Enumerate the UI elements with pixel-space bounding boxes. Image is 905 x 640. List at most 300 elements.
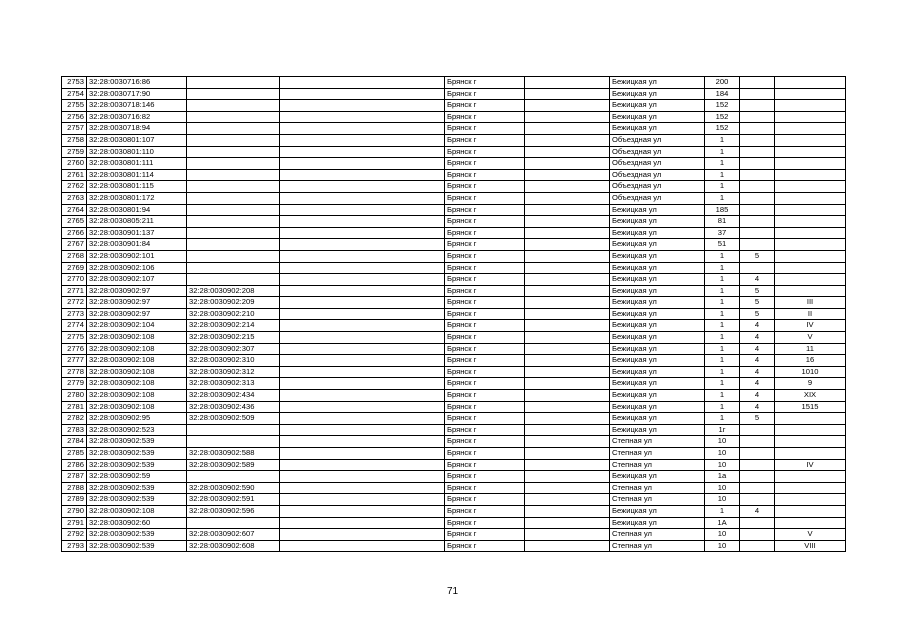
city-cell: Брянск г bbox=[445, 123, 525, 135]
house-cell: 152 bbox=[705, 111, 740, 123]
house-cell: 1 bbox=[705, 505, 740, 517]
table-row bbox=[62, 517, 846, 529]
cadastral-number-cell: 32:28:0030902:101 bbox=[87, 250, 187, 262]
city-cell: Брянск г bbox=[445, 505, 525, 517]
apartment-cell bbox=[775, 274, 846, 286]
table-row bbox=[62, 123, 846, 135]
sub-cadastral-number-cell bbox=[187, 181, 280, 193]
blank-col-2-cell bbox=[525, 250, 610, 262]
cadastral-number-cell: 32:28:0030801:110 bbox=[87, 146, 187, 158]
row-number-cell: 2766 bbox=[62, 227, 87, 239]
sub-cadastral-number-cell bbox=[187, 436, 280, 448]
apartment-cell bbox=[775, 285, 846, 297]
city-cell: Брянск г bbox=[445, 332, 525, 344]
street-cell: Бежицкая ул bbox=[610, 216, 705, 228]
city-cell: Брянск г bbox=[445, 320, 525, 332]
street-cell: Степная ул bbox=[610, 494, 705, 506]
street-cell: Бежицкая ул bbox=[610, 390, 705, 402]
table-row bbox=[62, 505, 846, 517]
sub-cadastral-number-cell: 32:28:0030902:588 bbox=[187, 448, 280, 460]
blank-col-2-cell bbox=[525, 540, 610, 552]
street-cell: Бежицкая ул bbox=[610, 471, 705, 483]
row-number-cell: 2769 bbox=[62, 262, 87, 274]
registry-table bbox=[61, 76, 846, 552]
blank-col-cell bbox=[280, 436, 445, 448]
sub-cadastral-number-cell: 32:28:0030902:590 bbox=[187, 482, 280, 494]
street-cell: Степная ул bbox=[610, 540, 705, 552]
apartment-cell bbox=[775, 134, 846, 146]
house-cell: 200 bbox=[705, 77, 740, 89]
city-cell: Брянск г bbox=[445, 134, 525, 146]
blank-col-cell bbox=[280, 100, 445, 112]
table-row bbox=[62, 390, 846, 402]
table-body bbox=[62, 77, 846, 552]
street-cell: Объездная ул bbox=[610, 134, 705, 146]
blank-col-cell bbox=[280, 413, 445, 425]
building-cell bbox=[740, 227, 775, 239]
building-cell: 4 bbox=[740, 274, 775, 286]
row-number-cell: 2776 bbox=[62, 343, 87, 355]
house-cell: 10 bbox=[705, 540, 740, 552]
table-row bbox=[62, 401, 846, 413]
house-cell: 10 bbox=[705, 494, 740, 506]
building-cell: 4 bbox=[740, 343, 775, 355]
house-cell: 1а bbox=[705, 471, 740, 483]
row-number-cell: 2759 bbox=[62, 146, 87, 158]
blank-col-2-cell bbox=[525, 332, 610, 344]
blank-col-cell bbox=[280, 471, 445, 483]
building-cell bbox=[740, 77, 775, 89]
city-cell: Брянск г bbox=[445, 274, 525, 286]
blank-col-cell bbox=[280, 401, 445, 413]
blank-col-2-cell bbox=[525, 111, 610, 123]
house-cell: 81 bbox=[705, 216, 740, 228]
street-cell: Объездная ул bbox=[610, 158, 705, 170]
cadastral-number-cell: 32:28:0030902:104 bbox=[87, 320, 187, 332]
sub-cadastral-number-cell: 32:28:0030902:434 bbox=[187, 390, 280, 402]
sub-cadastral-number-cell: 32:28:0030902:608 bbox=[187, 540, 280, 552]
cadastral-number-cell: 32:28:0030902:539 bbox=[87, 529, 187, 541]
sub-cadastral-number-cell bbox=[187, 239, 280, 251]
building-cell bbox=[740, 529, 775, 541]
row-number-cell: 2773 bbox=[62, 308, 87, 320]
blank-col-2-cell bbox=[525, 308, 610, 320]
blank-col-cell bbox=[280, 459, 445, 471]
table-row bbox=[62, 436, 846, 448]
blank-col-2-cell bbox=[525, 216, 610, 228]
street-cell: Бежицкая ул bbox=[610, 343, 705, 355]
building-cell bbox=[740, 262, 775, 274]
apartment-cell bbox=[775, 192, 846, 204]
sub-cadastral-number-cell: 32:28:0030902:589 bbox=[187, 459, 280, 471]
cadastral-number-cell: 32:28:0030801:172 bbox=[87, 192, 187, 204]
row-number-cell: 2765 bbox=[62, 216, 87, 228]
building-cell bbox=[740, 146, 775, 158]
row-number-cell: 2789 bbox=[62, 494, 87, 506]
apartment-cell bbox=[775, 158, 846, 170]
table-row bbox=[62, 308, 846, 320]
table-row bbox=[62, 343, 846, 355]
city-cell: Брянск г bbox=[445, 88, 525, 100]
table-row bbox=[62, 366, 846, 378]
apartment-cell bbox=[775, 77, 846, 89]
table-row bbox=[62, 204, 846, 216]
building-cell bbox=[740, 216, 775, 228]
cadastral-number-cell: 32:28:0030718:146 bbox=[87, 100, 187, 112]
city-cell: Брянск г bbox=[445, 308, 525, 320]
house-cell: 1 bbox=[705, 332, 740, 344]
apartment-cell: XIX bbox=[775, 390, 846, 402]
blank-col-cell bbox=[280, 366, 445, 378]
cadastral-number-cell: 32:28:0030902:539 bbox=[87, 448, 187, 460]
apartment-cell bbox=[775, 181, 846, 193]
table-row bbox=[62, 169, 846, 181]
cadastral-number-cell: 32:28:0030902:108 bbox=[87, 355, 187, 367]
sub-cadastral-number-cell: 32:28:0030902:509 bbox=[187, 413, 280, 425]
table-row bbox=[62, 111, 846, 123]
building-cell: 4 bbox=[740, 332, 775, 344]
street-cell: Бежицкая ул bbox=[610, 250, 705, 262]
building-cell: 4 bbox=[740, 401, 775, 413]
apartment-cell: 1515 bbox=[775, 401, 846, 413]
building-cell: 4 bbox=[740, 355, 775, 367]
blank-col-cell bbox=[280, 517, 445, 529]
cadastral-number-cell: 32:28:0030902:97 bbox=[87, 297, 187, 309]
apartment-cell bbox=[775, 123, 846, 135]
blank-col-2-cell bbox=[525, 448, 610, 460]
table-row bbox=[62, 192, 846, 204]
blank-col-2-cell bbox=[525, 459, 610, 471]
sub-cadastral-number-cell bbox=[187, 471, 280, 483]
blank-col-cell bbox=[280, 158, 445, 170]
street-cell: Бежицкая ул bbox=[610, 77, 705, 89]
row-number-cell: 2767 bbox=[62, 239, 87, 251]
table-row bbox=[62, 274, 846, 286]
house-cell: 1 bbox=[705, 134, 740, 146]
house-cell: 185 bbox=[705, 204, 740, 216]
city-cell: Брянск г bbox=[445, 297, 525, 309]
building-cell: 5 bbox=[740, 297, 775, 309]
city-cell: Брянск г bbox=[445, 482, 525, 494]
sub-cadastral-number-cell: 32:28:0030902:607 bbox=[187, 529, 280, 541]
table-row bbox=[62, 448, 846, 460]
sub-cadastral-number-cell bbox=[187, 158, 280, 170]
city-cell: Брянск г bbox=[445, 517, 525, 529]
house-cell: 1 bbox=[705, 401, 740, 413]
table-row bbox=[62, 100, 846, 112]
building-cell bbox=[740, 158, 775, 170]
city-cell: Брянск г bbox=[445, 366, 525, 378]
blank-col-2-cell bbox=[525, 505, 610, 517]
blank-col-2-cell bbox=[525, 88, 610, 100]
sub-cadastral-number-cell: 32:28:0030902:307 bbox=[187, 343, 280, 355]
street-cell: Бежицкая ул bbox=[610, 123, 705, 135]
blank-col-cell bbox=[280, 181, 445, 193]
blank-col-cell bbox=[280, 146, 445, 158]
table-row bbox=[62, 146, 846, 158]
street-cell: Бежицкая ул bbox=[610, 320, 705, 332]
cadastral-number-cell: 32:28:0030902:539 bbox=[87, 494, 187, 506]
apartment-cell bbox=[775, 100, 846, 112]
building-cell bbox=[740, 459, 775, 471]
cadastral-number-cell: 32:28:0030801:94 bbox=[87, 204, 187, 216]
blank-col-2-cell bbox=[525, 134, 610, 146]
street-cell: Степная ул bbox=[610, 459, 705, 471]
house-cell: 1 bbox=[705, 192, 740, 204]
blank-col-2-cell bbox=[525, 320, 610, 332]
row-number-cell: 2761 bbox=[62, 169, 87, 181]
city-cell: Брянск г bbox=[445, 227, 525, 239]
blank-col-2-cell bbox=[525, 529, 610, 541]
blank-col-cell bbox=[280, 343, 445, 355]
blank-col-2-cell bbox=[525, 494, 610, 506]
sub-cadastral-number-cell: 32:28:0030902:591 bbox=[187, 494, 280, 506]
sub-cadastral-number-cell: 32:28:0030902:596 bbox=[187, 505, 280, 517]
cadastral-number-cell: 32:28:0030801:107 bbox=[87, 134, 187, 146]
blank-col-2-cell bbox=[525, 390, 610, 402]
cadastral-number-cell: 32:28:0030902:97 bbox=[87, 308, 187, 320]
blank-col-2-cell bbox=[525, 378, 610, 390]
building-cell bbox=[740, 436, 775, 448]
sub-cadastral-number-cell bbox=[187, 100, 280, 112]
blank-col-cell bbox=[280, 239, 445, 251]
row-number-cell: 2754 bbox=[62, 88, 87, 100]
cadastral-number-cell: 32:28:0030902:108 bbox=[87, 505, 187, 517]
city-cell: Брянск г bbox=[445, 378, 525, 390]
building-cell bbox=[740, 424, 775, 436]
cadastral-number-cell: 32:28:0030901:137 bbox=[87, 227, 187, 239]
building-cell: 5 bbox=[740, 285, 775, 297]
cadastral-number-cell: 32:28:0030902:539 bbox=[87, 459, 187, 471]
house-cell: 1 bbox=[705, 355, 740, 367]
city-cell: Брянск г bbox=[445, 181, 525, 193]
house-cell: 1 bbox=[705, 343, 740, 355]
sub-cadastral-number-cell bbox=[187, 192, 280, 204]
street-cell: Бежицкая ул bbox=[610, 366, 705, 378]
blank-col-2-cell bbox=[525, 343, 610, 355]
street-cell: Бежицкая ул bbox=[610, 332, 705, 344]
blank-col-2-cell bbox=[525, 366, 610, 378]
house-cell: 1 bbox=[705, 308, 740, 320]
apartment-cell bbox=[775, 436, 846, 448]
sub-cadastral-number-cell: 32:28:0030902:208 bbox=[187, 285, 280, 297]
house-cell: 1 bbox=[705, 169, 740, 181]
sub-cadastral-number-cell bbox=[187, 216, 280, 228]
street-cell: Бежицкая ул bbox=[610, 262, 705, 274]
row-number-cell: 2784 bbox=[62, 436, 87, 448]
cadastral-number-cell: 32:28:0030801:115 bbox=[87, 181, 187, 193]
blank-col-2-cell bbox=[525, 77, 610, 89]
blank-col-2-cell bbox=[525, 436, 610, 448]
sub-cadastral-number-cell bbox=[187, 88, 280, 100]
street-cell: Степная ул bbox=[610, 482, 705, 494]
table-row bbox=[62, 250, 846, 262]
row-number-cell: 2781 bbox=[62, 401, 87, 413]
street-cell: Бежицкая ул bbox=[610, 308, 705, 320]
blank-col-cell bbox=[280, 77, 445, 89]
row-number-cell: 2783 bbox=[62, 424, 87, 436]
table-row bbox=[62, 471, 846, 483]
apartment-cell: 9 bbox=[775, 378, 846, 390]
city-cell: Брянск г bbox=[445, 355, 525, 367]
house-cell: 1 bbox=[705, 146, 740, 158]
row-number-cell: 2782 bbox=[62, 413, 87, 425]
blank-col-cell bbox=[280, 390, 445, 402]
blank-col-2-cell bbox=[525, 482, 610, 494]
apartment-cell bbox=[775, 494, 846, 506]
house-cell: 1 bbox=[705, 366, 740, 378]
building-cell bbox=[740, 88, 775, 100]
row-number-cell: 2780 bbox=[62, 390, 87, 402]
street-cell: Бежицкая ул bbox=[610, 204, 705, 216]
table-row bbox=[62, 88, 846, 100]
street-cell: Объездная ул bbox=[610, 146, 705, 158]
building-cell bbox=[740, 134, 775, 146]
building-cell bbox=[740, 123, 775, 135]
street-cell: Степная ул bbox=[610, 529, 705, 541]
building-cell bbox=[740, 192, 775, 204]
sub-cadastral-number-cell: 32:28:0030902:209 bbox=[187, 297, 280, 309]
apartment-cell: III bbox=[775, 297, 846, 309]
city-cell: Брянск г bbox=[445, 494, 525, 506]
building-cell bbox=[740, 540, 775, 552]
blank-col-cell bbox=[280, 505, 445, 517]
street-cell: Бежицкая ул bbox=[610, 274, 705, 286]
table-row bbox=[62, 332, 846, 344]
house-cell: 1 bbox=[705, 158, 740, 170]
street-cell: Бежицкая ул bbox=[610, 517, 705, 529]
house-cell: 10 bbox=[705, 482, 740, 494]
apartment-cell: VIII bbox=[775, 540, 846, 552]
apartment-cell: II bbox=[775, 308, 846, 320]
row-number-cell: 2772 bbox=[62, 297, 87, 309]
blank-col-2-cell bbox=[525, 401, 610, 413]
house-cell: 10 bbox=[705, 436, 740, 448]
street-cell: Бежицкая ул bbox=[610, 88, 705, 100]
blank-col-cell bbox=[280, 250, 445, 262]
table-row bbox=[62, 297, 846, 309]
table-row bbox=[62, 355, 846, 367]
city-cell: Брянск г bbox=[445, 471, 525, 483]
row-number-cell: 2771 bbox=[62, 285, 87, 297]
city-cell: Брянск г bbox=[445, 204, 525, 216]
blank-col-2-cell bbox=[525, 355, 610, 367]
blank-col-cell bbox=[280, 482, 445, 494]
row-number-cell: 2790 bbox=[62, 505, 87, 517]
blank-col-cell bbox=[280, 192, 445, 204]
building-cell bbox=[740, 111, 775, 123]
street-cell: Бежицкая ул bbox=[610, 401, 705, 413]
apartment-cell bbox=[775, 239, 846, 251]
street-cell: Степная ул bbox=[610, 448, 705, 460]
cadastral-number-cell: 32:28:0030901:84 bbox=[87, 239, 187, 251]
apartment-cell bbox=[775, 262, 846, 274]
sub-cadastral-number-cell bbox=[187, 250, 280, 262]
apartment-cell bbox=[775, 448, 846, 460]
blank-col-cell bbox=[280, 204, 445, 216]
blank-col-cell bbox=[280, 227, 445, 239]
apartment-cell bbox=[775, 250, 846, 262]
street-cell: Бежицкая ул bbox=[610, 355, 705, 367]
apartment-cell bbox=[775, 169, 846, 181]
table-row bbox=[62, 413, 846, 425]
sub-cadastral-number-cell: 32:28:0030902:313 bbox=[187, 378, 280, 390]
row-number-cell: 2788 bbox=[62, 482, 87, 494]
table-row bbox=[62, 262, 846, 274]
table-row bbox=[62, 77, 846, 89]
sub-cadastral-number-cell: 32:28:0030902:310 bbox=[187, 355, 280, 367]
apartment-cell bbox=[775, 517, 846, 529]
apartment-cell: V bbox=[775, 529, 846, 541]
house-cell: 1г bbox=[705, 424, 740, 436]
blank-col-cell bbox=[280, 262, 445, 274]
city-cell: Брянск г bbox=[445, 216, 525, 228]
table-row bbox=[62, 134, 846, 146]
blank-col-cell bbox=[280, 134, 445, 146]
blank-col-cell bbox=[280, 355, 445, 367]
row-number-cell: 2753 bbox=[62, 77, 87, 89]
city-cell: Брянск г bbox=[445, 111, 525, 123]
street-cell: Бежицкая ул bbox=[610, 239, 705, 251]
building-cell bbox=[740, 100, 775, 112]
city-cell: Брянск г bbox=[445, 285, 525, 297]
sub-cadastral-number-cell: 32:28:0030902:215 bbox=[187, 332, 280, 344]
table-row bbox=[62, 239, 846, 251]
sub-cadastral-number-cell: 32:28:0030902:436 bbox=[187, 401, 280, 413]
city-cell: Брянск г bbox=[445, 448, 525, 460]
city-cell: Брянск г bbox=[445, 540, 525, 552]
blank-col-cell bbox=[280, 308, 445, 320]
row-number-cell: 2775 bbox=[62, 332, 87, 344]
cadastral-number-cell: 32:28:0030902:108 bbox=[87, 332, 187, 344]
page-number: 71 bbox=[446, 586, 459, 597]
apartment-cell: 11 bbox=[775, 343, 846, 355]
city-cell: Брянск г bbox=[445, 169, 525, 181]
sub-cadastral-number-cell bbox=[187, 146, 280, 158]
street-cell: Объездная ул bbox=[610, 169, 705, 181]
table-row bbox=[62, 529, 846, 541]
building-cell: 4 bbox=[740, 390, 775, 402]
blank-col-2-cell bbox=[525, 169, 610, 181]
apartment-cell bbox=[775, 424, 846, 436]
sub-cadastral-number-cell bbox=[187, 204, 280, 216]
apartment-cell bbox=[775, 111, 846, 123]
table-row bbox=[62, 158, 846, 170]
street-cell: Бежицкая ул bbox=[610, 227, 705, 239]
row-number-cell: 2787 bbox=[62, 471, 87, 483]
blank-col-2-cell bbox=[525, 285, 610, 297]
sub-cadastral-number-cell bbox=[187, 274, 280, 286]
building-cell bbox=[740, 169, 775, 181]
cadastral-number-cell: 32:28:0030718:94 bbox=[87, 123, 187, 135]
building-cell bbox=[740, 181, 775, 193]
blank-col-cell bbox=[280, 274, 445, 286]
sub-cadastral-number-cell: 32:28:0030902:312 bbox=[187, 366, 280, 378]
cadastral-number-cell: 32:28:0030902:539 bbox=[87, 482, 187, 494]
cadastral-number-cell: 32:28:0030716:82 bbox=[87, 111, 187, 123]
city-cell: Брянск г bbox=[445, 436, 525, 448]
house-cell: 1 bbox=[705, 390, 740, 402]
cadastral-number-cell: 32:28:0030801:111 bbox=[87, 158, 187, 170]
table-row bbox=[62, 459, 846, 471]
building-cell bbox=[740, 482, 775, 494]
blank-col-cell bbox=[280, 123, 445, 135]
house-cell: 184 bbox=[705, 88, 740, 100]
row-number-cell: 2778 bbox=[62, 366, 87, 378]
row-number-cell: 2786 bbox=[62, 459, 87, 471]
row-number-cell: 2779 bbox=[62, 378, 87, 390]
blank-col-2-cell bbox=[525, 192, 610, 204]
